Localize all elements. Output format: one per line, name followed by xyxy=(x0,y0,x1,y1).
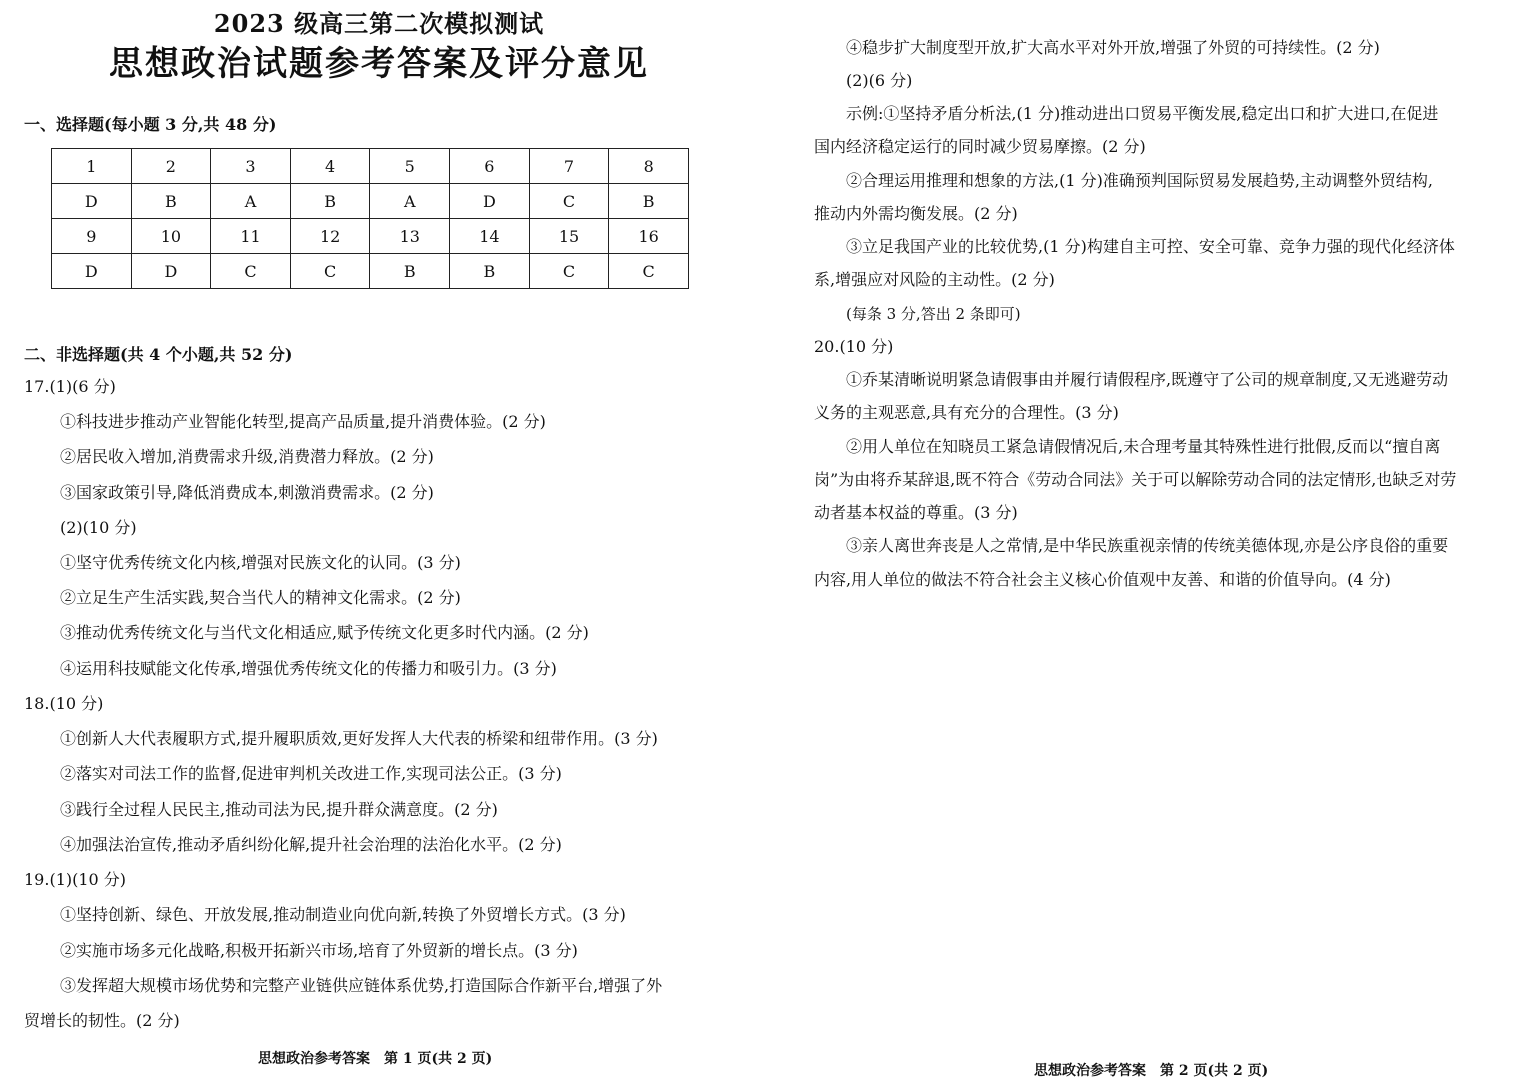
answer-line: ①科技进步推动产业智能化转型,提高产品质量,提升消费体验。(2 分) xyxy=(60,412,546,431)
answer-line: 示例:①坚持矛盾分析法,(1 分)推动进出口贸易平衡发展,稳定出口和扩大进口,在促进 xyxy=(846,104,1439,123)
answer-key-cell: D xyxy=(52,254,132,289)
question-number-cell: 15 xyxy=(529,219,609,254)
answer-line: 义务的主观恶意,具有充分的合理性。(3 分) xyxy=(814,403,1119,422)
q17-part2-heading: (2)(10 分) xyxy=(60,518,137,537)
question-number-cell: 5 xyxy=(370,149,450,184)
question-number-row xyxy=(52,219,689,254)
answer-key-cell: A xyxy=(370,184,450,219)
answer-line: 岗”为由将乔某辞退,既不符合《劳动合同法》关于可以解除劳动合同的法定情形,也缺乏对劳 xyxy=(814,470,1457,489)
question-number-cell: 9 xyxy=(52,219,132,254)
answer-line: ①乔某清晰说明紧急请假事由并履行请假程序,既遵守了公司的规章制度,又无逃避劳动 xyxy=(846,370,1449,389)
question-number-row xyxy=(52,149,689,184)
answer-line: ②落实对司法工作的监督,促进审判机关改进工作,实现司法公正。(3 分) xyxy=(60,764,562,783)
answer-line: ②用人单位在知晓员工紧急请假情况后,未合理考量其特殊性进行批假,反而以“擅自离 xyxy=(846,437,1441,456)
answer-key-cell: A xyxy=(211,184,291,219)
question-number-cell: 4 xyxy=(290,149,370,184)
question-number-cell: 16 xyxy=(609,219,689,254)
question-number-cell: 6 xyxy=(450,149,530,184)
answer-key-cell: B xyxy=(450,254,530,289)
answer-key-cell: D xyxy=(52,184,132,219)
answer-line: 内容,用人单位的做法不符合社会主义核心价值观中友善、和谐的价值导向。(4 分) xyxy=(814,570,1391,589)
question-number-cell: 7 xyxy=(529,149,609,184)
answer-line: ③推动优秀传统文化与当代文化相适应,赋予传统文化更多时代内涵。(2 分) xyxy=(60,623,589,642)
answer-line: 推动内外需均衡发展。(2 分) xyxy=(814,204,1018,223)
question-number-cell: 2 xyxy=(131,149,211,184)
answer-key-row xyxy=(52,254,689,289)
answer-line: 贸增长的韧性。(2 分) xyxy=(24,1011,180,1030)
section-heading-choice: 一、选择题(每小题 3 分,共 48 分) xyxy=(24,115,277,134)
choice-answer-table xyxy=(51,148,689,289)
answer-key-cell: C xyxy=(529,184,609,219)
question-number-cell: 14 xyxy=(450,219,530,254)
answer-line: ④运用科技赋能文化传承,增强优秀传统文化的传播力和吸引力。(3 分) xyxy=(60,659,557,678)
answer-line: ④稳步扩大制度型开放,扩大高水平对外开放,增强了外贸的可持续性。(2 分) xyxy=(846,38,1380,57)
answer-line: 国内经济稳定运行的同时减少贸易摩擦。(2 分) xyxy=(814,137,1146,156)
answer-line: ①创新人大代表履职方式,提升履职质效,更好发挥人大代表的桥梁和纽带作用。(3 分) xyxy=(60,729,658,748)
answer-key-cell: C xyxy=(211,254,291,289)
answer-line: ③亲人离世奔丧是人之常情,是中华民族重视亲情的传统美德体现,亦是公序良俗的重要 xyxy=(846,536,1449,555)
answer-line: ③发挥超大规模市场优势和完整产业链供应链体系优势,打造国际合作新平台,增强了外 xyxy=(60,976,663,995)
answer-line: 动者基本权益的尊重。(3 分) xyxy=(814,503,1018,522)
answer-key-cell: B xyxy=(131,184,211,219)
q17-part1-heading: 17.(1)(6 分) xyxy=(24,377,116,396)
answer-key-cell: C xyxy=(609,254,689,289)
q18-heading: 18.(10 分) xyxy=(24,694,104,713)
answer-key-row xyxy=(52,184,689,219)
answer-line: 系,增强应对风险的主动性。(2 分) xyxy=(814,270,1055,289)
document-title: 思想政治试题参考答案及评分意见 xyxy=(109,44,649,84)
page-footer: 思想政治参考答案 第 1 页(共 2 页) xyxy=(258,1051,493,1067)
question-number-cell: 8 xyxy=(609,149,689,184)
answer-key-cell: B xyxy=(609,184,689,219)
question-number-cell: 13 xyxy=(370,219,450,254)
answer-key-cell: C xyxy=(290,254,370,289)
q19-part1-heading: 19.(1)(10 分) xyxy=(24,870,127,889)
question-number-cell: 10 xyxy=(131,219,211,254)
answer-line: ②居民收入增加,消费需求升级,消费潜力释放。(2 分) xyxy=(60,447,434,466)
question-number-cell: 3 xyxy=(211,149,291,184)
answer-line: ②实施市场多元化战略,积极开拓新兴市场,培育了外贸新的增长点。(3 分) xyxy=(60,941,578,960)
answer-key-cell: B xyxy=(370,254,450,289)
q19-part2-heading: (2)(6 分) xyxy=(846,71,913,90)
section-heading-nonchoice: 二、非选择题(共 4 个小题,共 52 分) xyxy=(24,345,293,364)
scoring-note: (每条 3 分,答出 2 条即可) xyxy=(846,305,1021,323)
answer-line: ①坚持创新、绿色、开放发展,推动制造业向优向新,转换了外贸增长方式。(3 分) xyxy=(60,905,626,924)
answer-key-cell: C xyxy=(529,254,609,289)
exam-title: 2023 级高三第二次模拟测试 xyxy=(213,9,545,38)
answer-line: ①坚守优秀传统文化内核,增强对民族文化的认同。(3 分) xyxy=(60,553,461,572)
answer-key-cell: D xyxy=(450,184,530,219)
question-number-cell: 12 xyxy=(290,219,370,254)
question-number-cell: 11 xyxy=(211,219,291,254)
q20-heading: 20.(10 分) xyxy=(814,337,894,356)
answer-line: ③践行全过程人民民主,推动司法为民,提升群众满意度。(2 分) xyxy=(60,800,498,819)
answer-line: ②立足生产生活实践,契合当代人的精神文化需求。(2 分) xyxy=(60,588,461,607)
answer-line: ③国家政策引导,降低消费成本,刺激消费需求。(2 分) xyxy=(60,483,434,502)
answer-line: ②合理运用推理和想象的方法,(1 分)准确预判国际贸易发展趋势,主动调整外贸结构, xyxy=(846,171,1434,190)
question-number-cell: 1 xyxy=(52,149,132,184)
answer-line: ④加强法治宣传,推动矛盾纠纷化解,提升社会治理的法治化水平。(2 分) xyxy=(60,835,562,854)
answer-key-cell: B xyxy=(290,184,370,219)
answer-line: ③立足我国产业的比较优势,(1 分)构建自主可控、安全可靠、竞争力强的现代化经济体 xyxy=(846,237,1455,256)
page-footer: 思想政治参考答案 第 2 页(共 2 页) xyxy=(1034,1063,1269,1079)
answer-key-cell: D xyxy=(131,254,211,289)
